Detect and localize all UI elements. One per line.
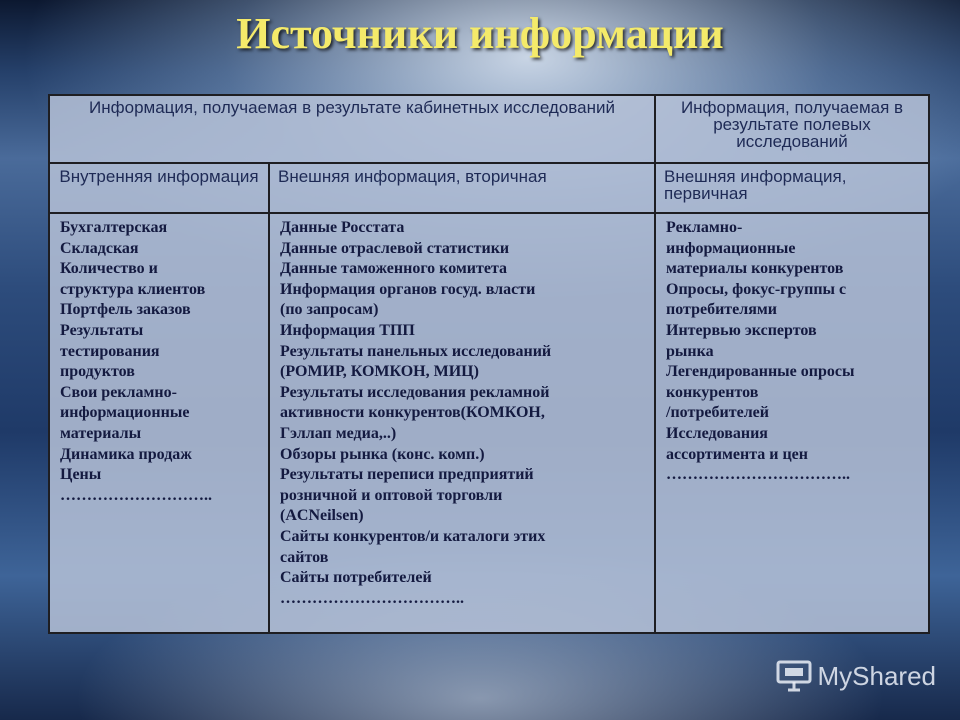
list-item: Данные таможенного комитета	[280, 260, 508, 278]
internal-list	[49, 213, 269, 633]
subheader-row	[49, 163, 929, 213]
secondary-list	[269, 213, 655, 633]
list-item: (по запросам)	[280, 301, 379, 319]
primary-list	[655, 213, 929, 633]
list-item: потребителями	[666, 301, 777, 319]
list-item: Динамика продаж	[60, 445, 192, 463]
list-item: Результаты переписи предприятий	[280, 466, 534, 484]
list-item: Результаты исследования рекламной	[280, 383, 550, 401]
page-title: Источники информации	[236, 9, 724, 58]
list-item: материалы	[60, 424, 142, 442]
list-item: Обзоры рынка (конс. комп.)	[280, 445, 485, 463]
list-item: ……………………………..	[666, 466, 850, 484]
list-item: ………………………..	[60, 486, 212, 504]
list-item: Сайты конкурентов/и каталоги этих	[280, 527, 546, 545]
list-item: информационные	[666, 239, 796, 257]
list-item: розничной и оптовой торговли	[280, 486, 503, 504]
list-item: Данные Росстата	[280, 219, 405, 236]
list-item: конкурентов	[666, 383, 759, 401]
subheader-internal: Внутренняя информация	[49, 163, 269, 213]
sources-table	[48, 94, 930, 634]
list-item: рынка	[666, 342, 714, 360]
list-item: (РОМИР, КОМКОН, МИЦ)	[280, 363, 479, 381]
list-item: Результаты	[60, 321, 144, 339]
list-item: (ACNeilsen)	[280, 507, 364, 525]
list-item: Данные отраслевой статистики	[280, 239, 510, 257]
subheader-external-secondary: Внешняя информация, вторичная	[269, 163, 655, 213]
watermark-text: MyShared	[817, 660, 936, 691]
slides-logo-icon	[776, 660, 812, 692]
myshared-watermark	[776, 660, 937, 692]
list-item: Легендированные опросы	[666, 363, 855, 381]
list-item: Исследования	[666, 424, 768, 442]
list-item: информационные	[60, 404, 190, 422]
list-item: Интервью экспертов	[666, 321, 817, 339]
list-item: Информация ТПП	[280, 321, 415, 339]
list-item: материалы конкурентов	[666, 260, 844, 278]
list-item: Рекламно-	[666, 219, 743, 236]
list-item: Портфель заказов	[60, 301, 191, 319]
list-item: Цены	[60, 466, 102, 484]
subheader-external-primary: Внешняя информация, первичная	[655, 163, 929, 213]
list-item: тестирования	[60, 342, 160, 360]
list-item: продуктов	[60, 363, 135, 381]
list-item: Количество и	[60, 260, 158, 278]
list-item: /потребителей	[666, 404, 769, 422]
list-item: Свои рекламно-	[60, 383, 177, 401]
list-item: Бухгалтерская	[60, 219, 168, 236]
list-item: Информация органов госуд. власти	[280, 280, 536, 298]
content-row	[49, 213, 929, 633]
list-item: Результаты панельных исследований	[280, 342, 552, 360]
list-item: ……………………………..	[280, 589, 464, 607]
list-item: Гэллап медиа,..)	[280, 424, 397, 442]
header-desk-research: Информация, получаемая в результате кабинетных исследований	[49, 95, 655, 163]
header-field-research: Информация, получаемая в результате полевых исследований	[655, 95, 929, 163]
list-item: Складская	[60, 239, 139, 257]
list-item: активности конкурентов(КОМКОН,	[280, 404, 545, 422]
list-item: Сайты потребителей	[280, 569, 432, 587]
list-item: структура клиентов	[60, 280, 206, 298]
list-item: сайтов	[280, 548, 329, 566]
header-row	[49, 95, 929, 163]
list-item: ассортимента и цен	[666, 445, 808, 463]
list-item: Опросы, фокус-группы с	[666, 280, 847, 298]
